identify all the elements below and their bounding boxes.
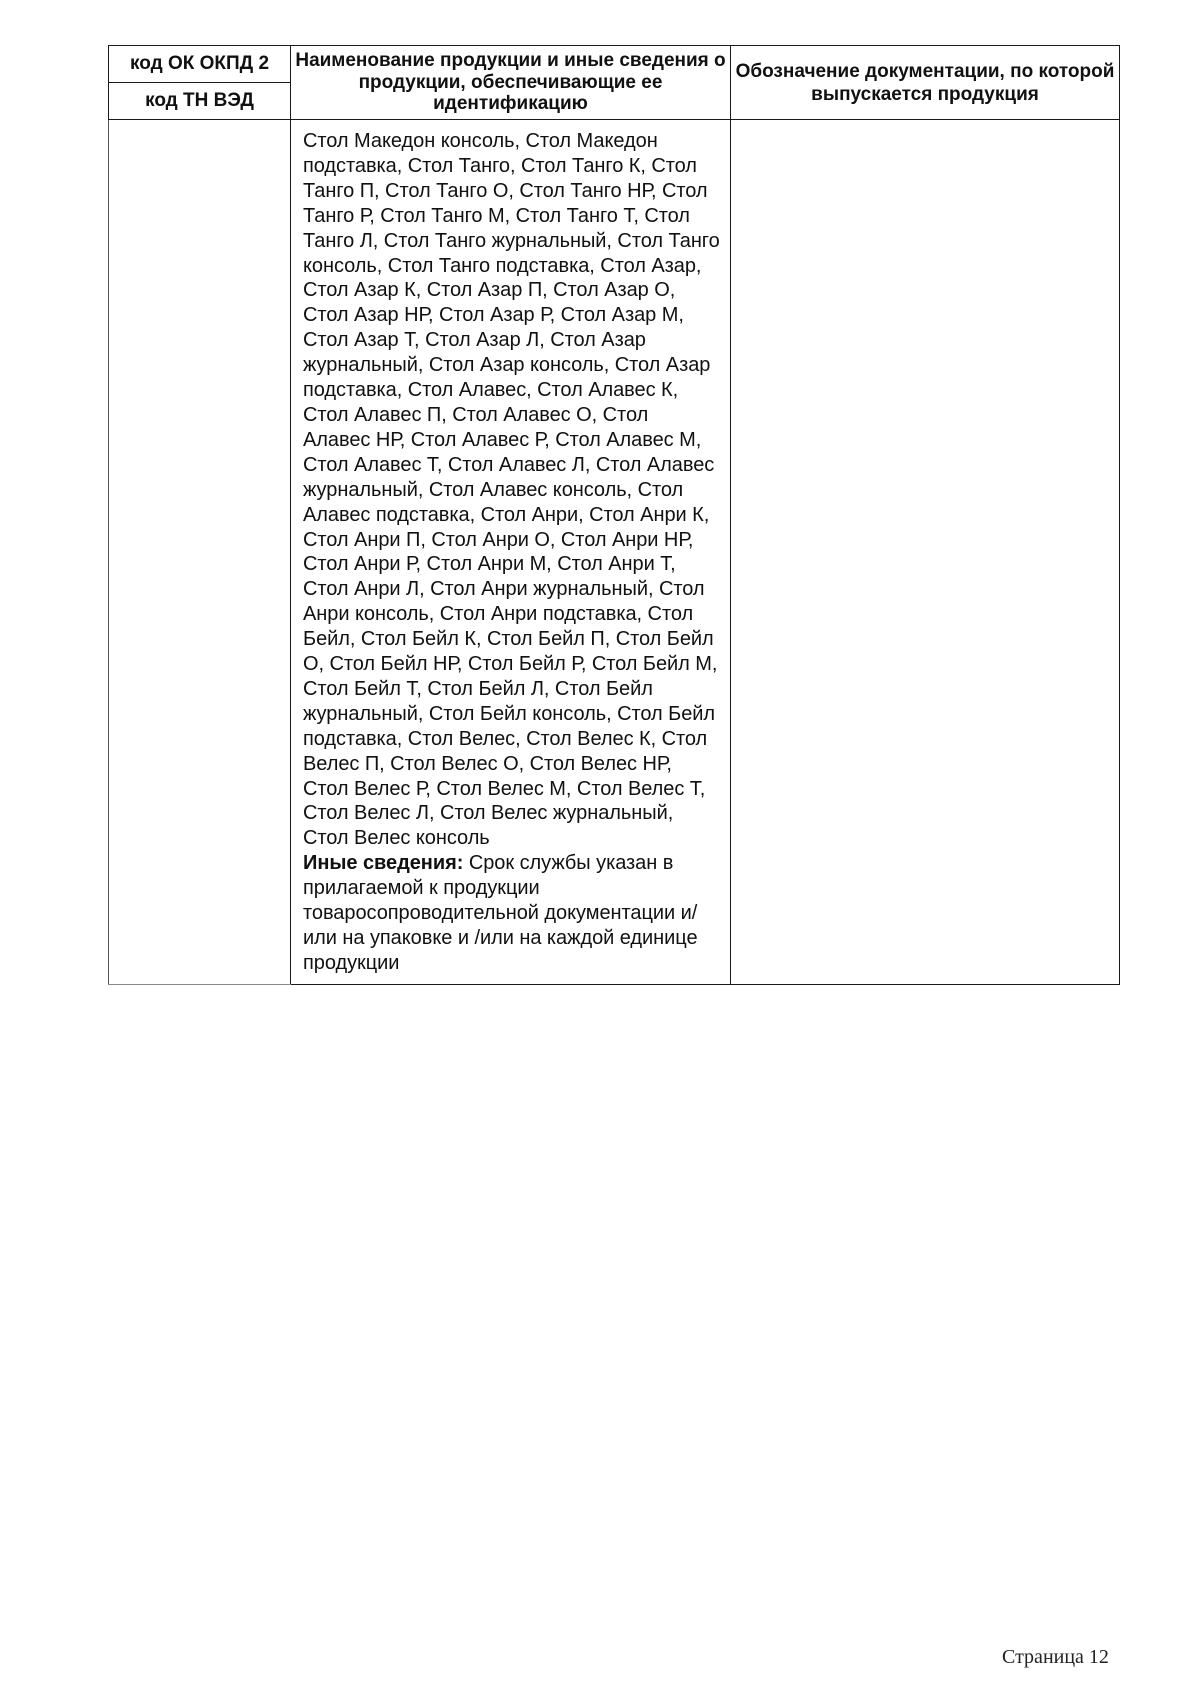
- header-product-name: Наименование продукции и иные сведения о продукции, обеспечивающие ее идентификацию: [291, 46, 731, 120]
- other-info-text: Срок службы указан в прилагаемой к продукции товаросопроводительной документации и/или на упаковке и /или на каждой единице продукции: [303, 852, 698, 974]
- documentation-cell: [731, 120, 1120, 985]
- product-description-cell: [291, 120, 731, 985]
- header-okpd-code: код ОК ОКПД 2: [109, 46, 291, 83]
- table-header-row: [109, 46, 1120, 83]
- header-documentation: Обозначение документации, по которой выпускается продукция: [731, 46, 1120, 120]
- table-row: [109, 120, 1120, 985]
- product-table: [108, 45, 1120, 985]
- code-cell: [109, 120, 291, 985]
- other-info-label: Иные сведения:: [303, 852, 464, 875]
- product-names: Стол Македон консоль, Стол Македон подставка, Стол Танго, Стол Танго К, Стол Танго П, Стол Танго О, Стол Танго НР, Стол Танго Р, Стол Танго М, Стол Танго Т, Стол Танго Л, Стол Танго журнальный, Стол Танго консоль, Стол Танго подставка, Стол Азар, Стол Азар К, Стол Азар П, Стол Азар О, Стол Азар НР, Стол Азар Р, Стол Азар М, Стол Азар Т, Стол Азар Л, Стол Азар журнальный, Стол Азар консоль, Стол Азар подставка, Стол Алавес, Стол Алавес К, Стол Алавес П, Стол Алавес О, Стол Алавес НР, Стол Алавес Р, Стол Алавес М, Стол Алавес Т, Стол Алавес Л, Стол Алавес журнальный, Стол Алавес консоль, Стол Алавес подставка, Стол Анри, Стол Анри К, Стол Анри П, Стол Анри О, Стол Анри НР, Стол Анри Р, Стол Анри М, Стол Анри Т, Стол Анри Л, Стол Анри журнальный, Стол Анри консоль, Стол Анри подставка, Стол Бейл, Стол Бейл К, Стол Бейл П, Стол Бейл О, Стол Бейл НР, Стол Бейл Р, Стол Бейл М, Стол Бейл Т, Стол Бейл Л, Стол Бейл журнальный, Стол Бейл консоль, Стол Бейл подставка, Стол Велес, Стол Велес К, Стол Велес П, Стол Велес О, Стол Велес НР, Стол Велес Р, Стол Велес М, Стол Велес Т, Стол Велес Л, Стол Велес журнальный, Стол Велес консоль: [303, 130, 720, 850]
- header-tnved-code: код ТН ВЭД: [109, 83, 291, 120]
- page-number: Страница 12: [1002, 1646, 1109, 1668]
